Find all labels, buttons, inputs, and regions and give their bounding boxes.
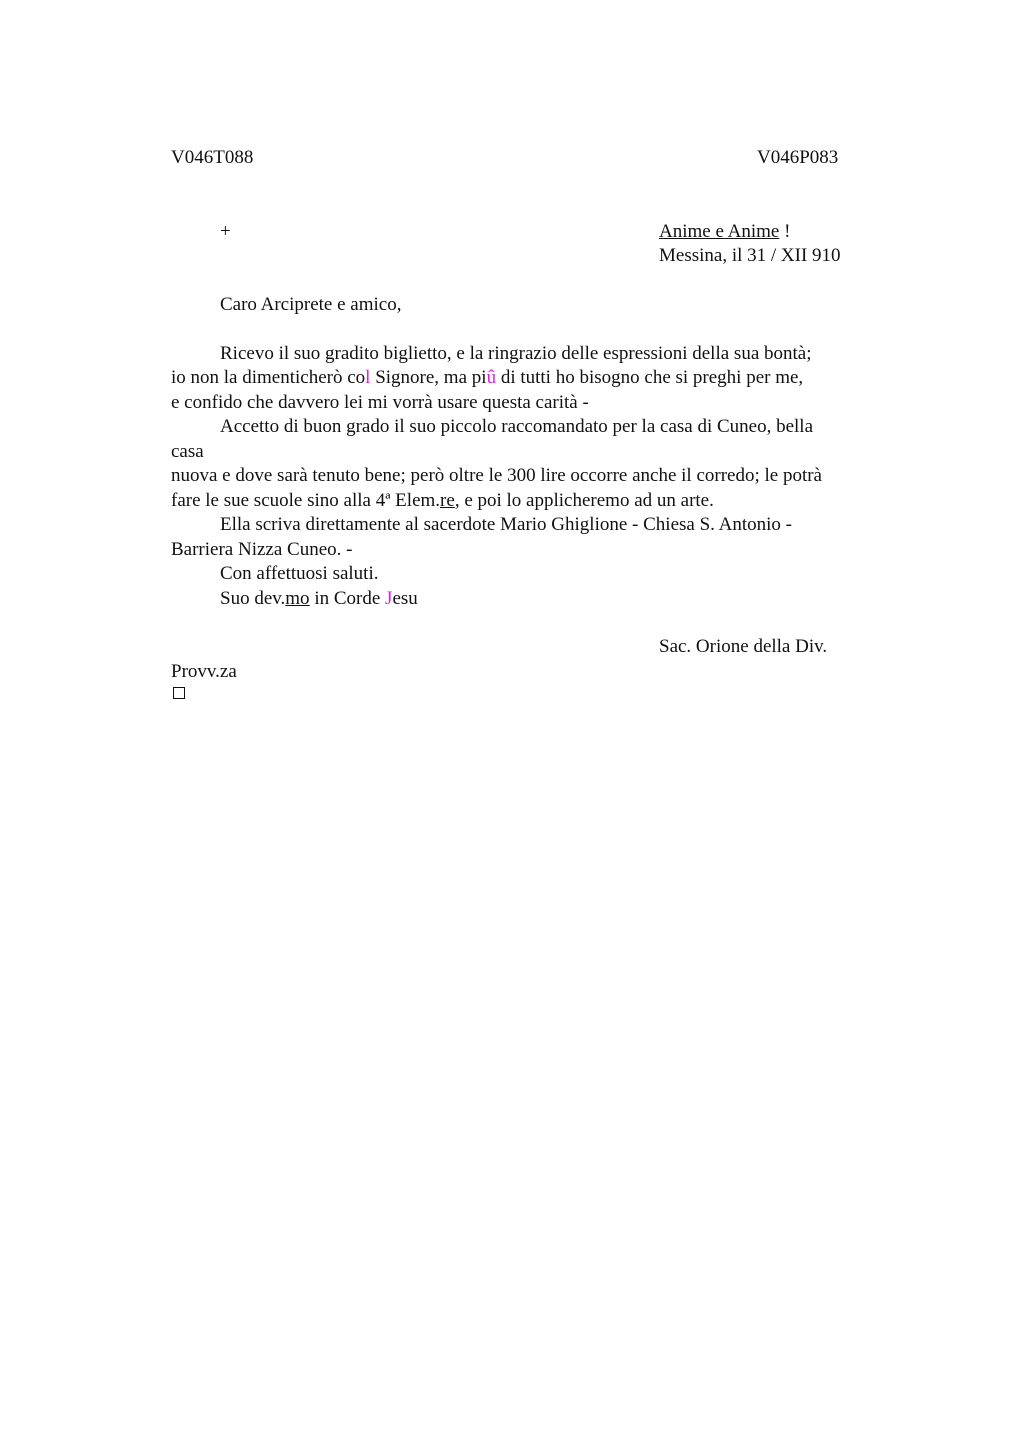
text-run: di tutti ho bisogno che si preghi per me,	[496, 367, 804, 388]
text-run: fare le sue scuole sino alla 4ª Elem.	[171, 490, 441, 511]
text-run: Suo dev.	[220, 588, 286, 609]
paragraph-3-line-1: Ella scriva direttamente al sacerdote Mario Ghiglione - Chiesa S. Antonio -	[220, 514, 792, 535]
closing: Con affettuosi saluti.	[220, 563, 379, 584]
text-run: io non la dimenticherò co	[171, 367, 366, 388]
paragraph-2-line-1: Accetto di buon grado il suo piccolo raccomandato per la casa di Cuneo, bella	[220, 416, 814, 437]
motto-suffix: !	[779, 221, 791, 242]
text-run: Signore, ma pi	[370, 367, 487, 388]
underlined-abbrev: re	[440, 490, 455, 511]
paragraph-2-line-3: nuova e dove sarà tenuto bene; però oltre le 300 lire occorre anche il corredo; le potrà	[171, 465, 822, 486]
highlighted-letter: J	[385, 588, 393, 609]
place-date: Messina, il 31 / XII 910	[659, 245, 841, 266]
left-code: V046T088	[171, 147, 254, 168]
signature: Sac. Orione della Div.	[659, 636, 828, 657]
highlighted-letter: l	[365, 367, 371, 388]
signature-continued: Provv.za	[171, 661, 237, 682]
paragraph-1-line-1: Ricevo il suo gradito biglietto, e la ringrazio delle espressioni della sua bontà;	[220, 343, 812, 364]
salutation: Caro Arciprete e amico,	[220, 294, 402, 315]
underlined-abbrev: mo	[285, 588, 310, 609]
text-run: , e poi lo applicheremo ad un arte.	[454, 490, 714, 511]
motto-text: Anime e Anime	[659, 221, 780, 242]
text-run: esu	[392, 588, 418, 609]
text-run: in Corde	[309, 588, 386, 609]
highlighted-letter: û	[486, 367, 497, 388]
paragraph-2-line-2: casa	[171, 441, 204, 462]
paragraph-2-line-4	[171, 489, 714, 513]
motto	[659, 220, 790, 244]
paragraph-1-line-2	[171, 366, 803, 390]
right-code: V046P083	[757, 147, 839, 168]
signoff	[220, 587, 418, 611]
paragraph-1-line-3: e confido che davvero lei mi vorrà usare questa carità -	[171, 392, 589, 413]
checkbox-square-icon	[173, 687, 185, 699]
cross-symbol: +	[220, 221, 231, 242]
paragraph-3-line-2: Barriera Nizza Cuneo. -	[171, 539, 353, 560]
